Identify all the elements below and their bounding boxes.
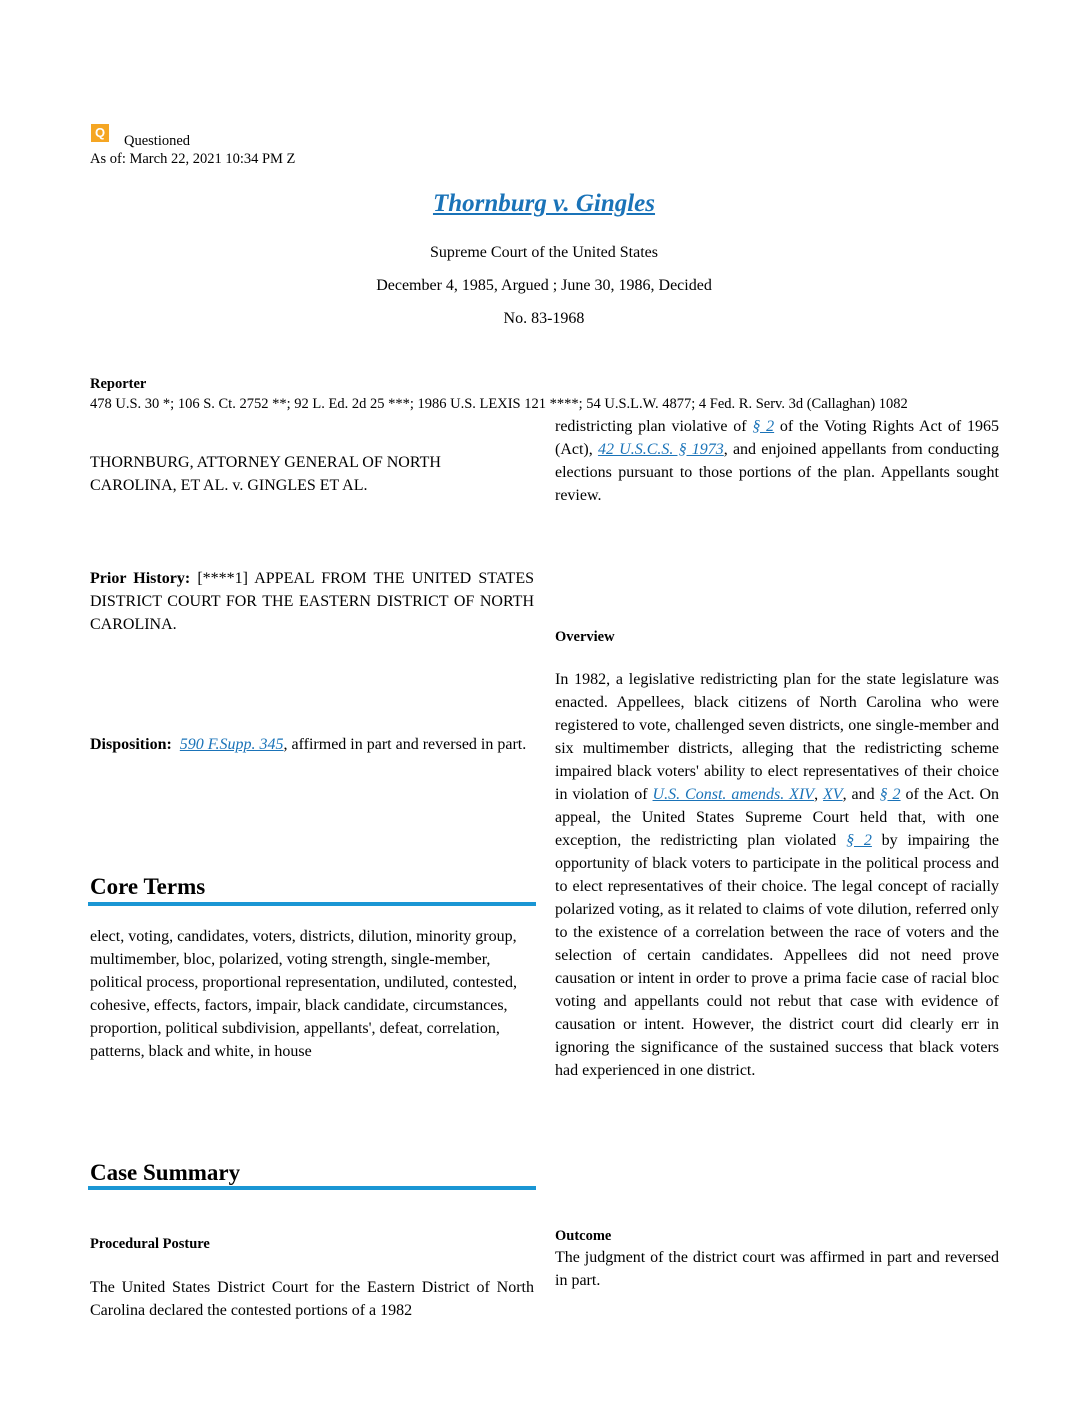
outcome-heading: Outcome [555, 1228, 612, 1244]
case-summary-heading: Case Summary [90, 1160, 241, 1185]
docket-number: No. 83-1968 [503, 310, 585, 327]
case-summary-rule [88, 1186, 536, 1190]
section-2-link[interactable]: § 2 [752, 418, 775, 435]
disposition-text: , affirmed in part and reversed in part. [283, 736, 527, 753]
section-2-link[interactable]: § 2 [879, 786, 901, 803]
pp-text: , and enjoined appellants from conducting elections pursuant to those portions of the plan. Appellants sought review. [555, 441, 999, 504]
questioned-status-badge-icon: Q [91, 124, 109, 142]
parties: THORNBURG, ATTORNEY GENERAL OF NORTH CAROLINA, ET AL. v. GINGLES ET AL. [90, 454, 441, 494]
disposition-label: Disposition: [90, 736, 172, 753]
reporter-citation: 478 U.S. 30 *; 106 S. Ct. 2752 **; 92 L. Ed. 2d 25 ***; 1986 U.S. LEXIS 121 ****; 54 U.S.L.W. 4877; 4 Fed. R. Serv. 3d (Callaghan) 1082 [90, 396, 908, 412]
disposition [90, 733, 536, 756]
prior-history-label: Prior History: [90, 570, 191, 587]
outcome-text: The judgment of the district court was affirmed in part and reversed in part. [555, 1249, 999, 1289]
core-terms-rule [88, 902, 536, 906]
case-dates: December 4, 1985, Argued ; June 30, 1986, Decided [376, 277, 712, 294]
status-label: Questioned [124, 133, 191, 149]
const-amend-xv-link[interactable]: XV [823, 786, 843, 803]
usc-1973-link[interactable]: 42 U.S.C.S. § 1973 [597, 441, 724, 458]
prior-history-text: [****1] APPEAL FROM THE UNITED STATES DISTRICT COURT FOR THE EASTERN DISTRICT OF NORTH CAROLINA. [90, 570, 535, 633]
pp-text: of the Voting Rights Act of 1965 (Act), [555, 418, 999, 458]
overview-text [555, 668, 999, 1082]
overview-text-part: In 1982, a legislative redistricting plan for the state legislature was enacted. Appellees, black citizens of North Carolina who were registered to vote, challenged seven districts, one single-member and six multimember districts, alleging that the redistricting scheme impaired black voters' ability to elect representatives of their choice in violation of [555, 671, 999, 803]
court-name: Supreme Court of the United States [430, 244, 658, 261]
procedural-posture-heading: Procedural Posture [90, 1236, 210, 1252]
core-terms-list: elect, voting, candidates, voters, districts, dilution, minority group, multimember, bloc, polarized, voting strength, single-member, political process, proportional representation, undiluted, contested, cohesive, effects, factors, impair, black candidate, circumstances, proportion, political subdivision, appellants', defeat, correlation, patterns, black and white, in house [90, 928, 517, 1060]
procedural-posture-text-part2 [555, 415, 999, 507]
prior-history [90, 567, 534, 636]
reporter-heading: Reporter [90, 376, 147, 392]
case-title-link[interactable]: Thornburg v. Gingles [432, 190, 656, 217]
as-of-timestamp: As of: March 22, 2021 10:34 PM Z [90, 151, 296, 167]
case-title-wrapper [0, 190, 1088, 218]
overview-text-part: by impairing the opportunity of black voters to participate in the political process and to elect representatives of their choice. The legal concept of racially polarized voting, as it related to claims of vote dilution, referred only to the existence of a correlation between the race of voters and the selection of certain candidates. Appellees did not need prove causation or intent in order to prove a prima facie case of racial bloc voting and appellants could not rebut that case with evidence of causation or intent. However, the district court did clearly err in ignoring the significance of the sustained success that black voters had experienced in one district. [555, 832, 1000, 1079]
disposition-citation-link[interactable]: 590 F.Supp. 345 [179, 736, 284, 753]
pp-text: redistricting plan violative of [555, 418, 753, 435]
overview-heading: Overview [555, 629, 615, 645]
const-amend-xiv-link[interactable]: U.S. Const. amends. XIV [652, 786, 815, 803]
overview-sep: , [814, 786, 824, 803]
overview-text-part: of the Act. On appeal, the United States Supreme Court held that, with one exception, the redistricting plan violated [555, 786, 1000, 849]
overview-sep: , and [842, 786, 880, 803]
procedural-posture-text-part1: The United States District Court for the Eastern District of North Carolina declared the contested portions of a 1982 [90, 1279, 534, 1319]
section-2-link[interactable]: § 2 [846, 832, 872, 849]
core-terms-heading: Core Terms [90, 874, 206, 899]
